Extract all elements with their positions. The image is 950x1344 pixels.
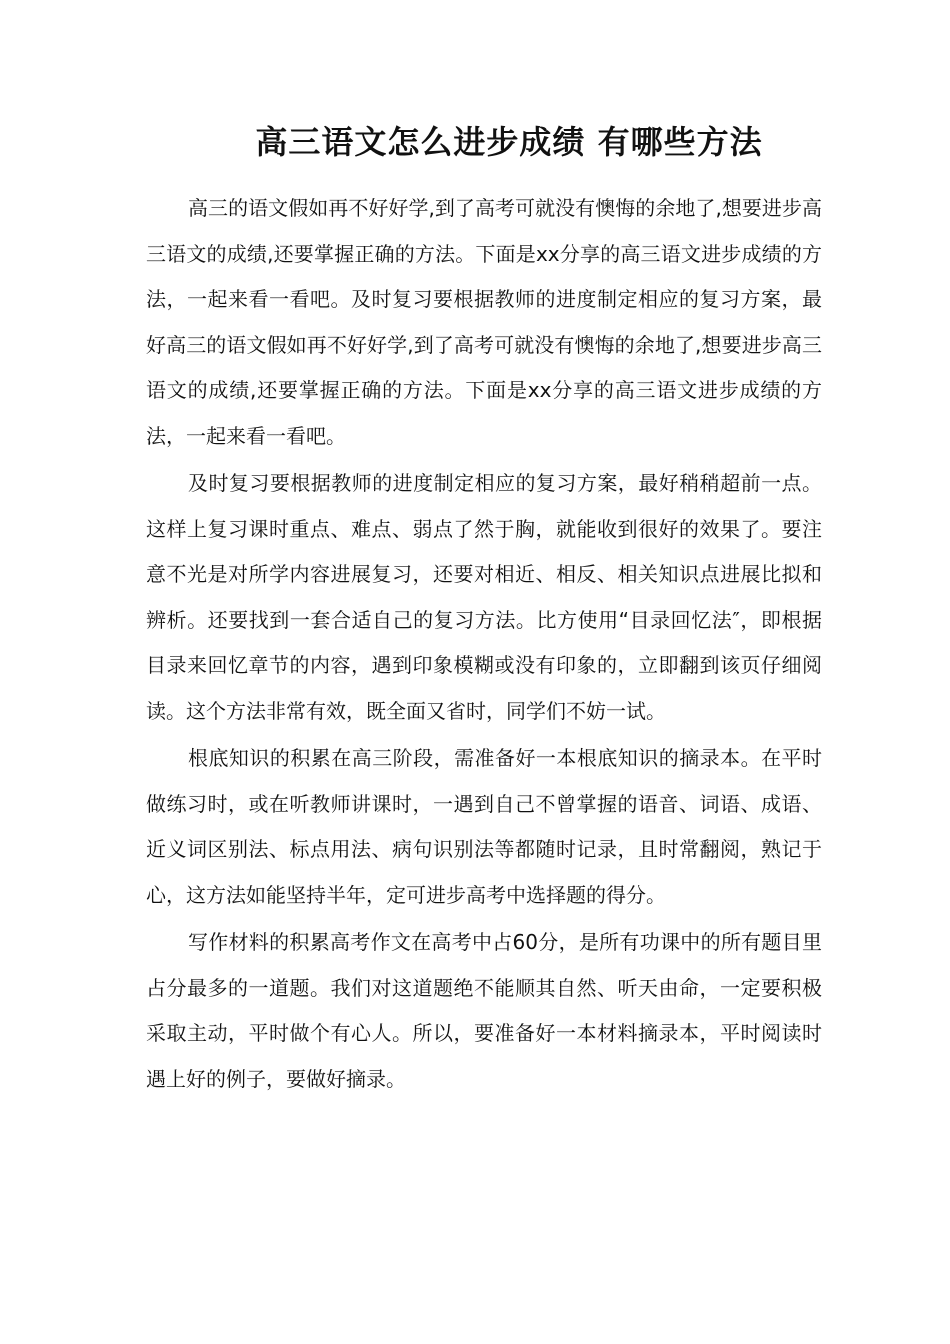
paragraph-1: 高三的语文假如再不好好学,到了高考可就没有懊悔的余地了,想要进步高三语文的成绩,还要掌握正确的方法。下面是xx分享的高三语文进步成绩的方法，一起来看一看吧。及时复习要根据教师的进度制定相应的复习方案，最好高三的语文假如再不好好学,到了高考可就没有懊悔的余地了,想要进步高三语文的成绩,还要掌握正确的方法。下面是xx分享的高三语文进步成绩的方法，一起来看一看吧。 [146, 196, 822, 448]
paragraph-4: 写作材料的积累高考作文在高考中占60分，是所有功课中的所有题目里占分最多的一道题。我们对这道题绝不能顺其自然、听天由命，一定要积极采取主动，平时做个有心人。所以，要准备好一本材料摘录本，平时阅读时遇上好的例子，要做好摘录。 [146, 930, 822, 1091]
paragraph-3: 根底知识的积累在高三阶段，需准备好一本根底知识的摘录本。在平时做练习时，或在听教师讲课时，一遇到自己不曾掌握的语音、词语、成语、近义词区别法、标点用法、病句识别法等都随时记录，且时常翻阅，熟记于心，这方法如能坚持半年，定可进步高考中选择题的得分。 [146, 746, 822, 907]
paragraph-2: 及时复习要根据教师的进度制定相应的复习方案，最好稍稍超前一点。这样上复习课时重点、难点、弱点了然于胸，就能收到很好的效果了。要注意不光是对所学内容进展复习，还要对相近、相反、相关知识点进展比拟和辨析。还要找到一套合适自己的复习方法。比方使用“目录回忆法″，即根据目录来回忆章节的内容，遇到印象模糊或没有印象的，立即翻到该页仔细阅读。这个方法非常有效，既全面又省时，同学们不妨一试。 [146, 471, 822, 723]
document-title: 高三语文怎么进步成绩 有哪些方法 [255, 123, 763, 161]
document-body [146, 186, 822, 1104]
